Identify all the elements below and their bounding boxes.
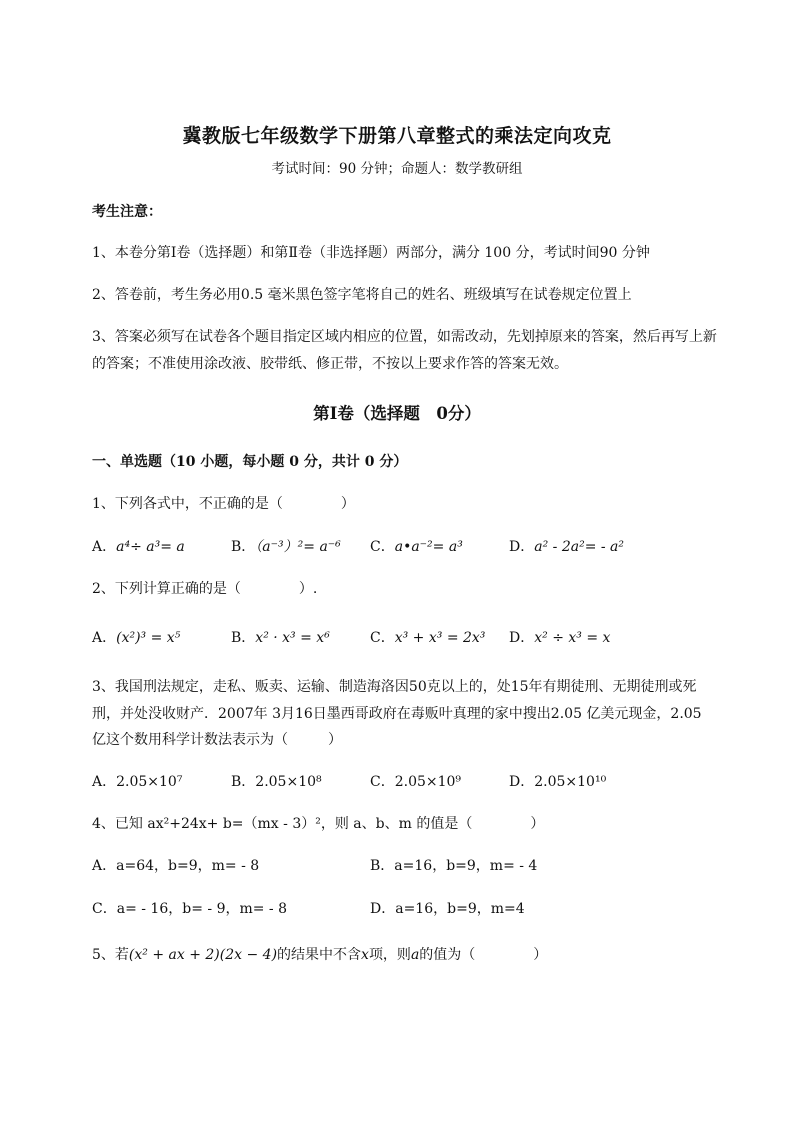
- notice-item-2: 2、答卷前，考生务必用0.5 毫米黑色签字笔将自己的姓名、班级填写在试卷规定位置上: [92, 287, 632, 303]
- option-expr: x² ÷ x³ = x: [534, 630, 611, 646]
- option-label: D．: [509, 774, 535, 790]
- question-1-stem: [92, 493, 355, 513]
- option-label: C．: [370, 774, 395, 790]
- question-3-option-b: [231, 771, 322, 791]
- option-expr: a•a⁻²= a³: [394, 539, 463, 555]
- question-3-text: 亿这个数用科学计数法表示为（: [92, 732, 288, 748]
- question-3-line-3: [92, 729, 342, 749]
- option-expr: 2.05×10¹⁰: [534, 774, 607, 790]
- page-title: 冀教版七年级数学下册第八章整式的乘法定向攻克: [182, 125, 612, 147]
- option-expr: 2.05×10⁷: [116, 774, 183, 790]
- question-1-close: ）: [340, 496, 355, 512]
- option-label: C．: [370, 539, 395, 555]
- notice-item-1: 1、本卷分第Ⅰ卷（选择题）和第Ⅱ卷（非选择题）两部分，满分 100 分，考试时间90 分钟: [92, 245, 650, 261]
- question-4-option-c: [92, 898, 287, 918]
- question-1-option-a: [92, 536, 185, 556]
- option-label: A．: [92, 630, 117, 646]
- section-heading: 一、单选题（10 小题，每小题 0 分，共计 0 分）: [92, 454, 408, 470]
- option-expr: (x²)³ = x⁵: [116, 630, 181, 646]
- page-subtitle: 考试时间：90 分钟；命题人：数学教研组: [271, 161, 523, 177]
- question-3-line-1: 3、我国刑法规定，走私、贩卖、运输、制造海洛因50克以上的，处15年有期徒刑、无期徒刑或死: [92, 679, 697, 695]
- question-4-close: ）: [530, 816, 545, 832]
- question-3-option-c: [370, 771, 461, 791]
- option-expr: 2.05×10⁹: [394, 774, 462, 790]
- question-3-option-a: [92, 771, 182, 791]
- question-1-option-c: [370, 536, 463, 556]
- notice-heading: 考生注意：: [92, 204, 162, 220]
- option-expr: 2.05×10⁸: [255, 774, 322, 790]
- question-3-line-2: 刑，并处没收财产．2007年 3月16日墨西哥政府在毒贩叶真理的家中搜出2.05 亿美元现金，2.05: [92, 706, 702, 722]
- question-2-option-a: [92, 627, 180, 647]
- question-3-option-d: [509, 771, 606, 791]
- question-1-option-b: [231, 536, 341, 556]
- option-label: A．: [92, 539, 117, 555]
- question-5-prefix: 5、若: [92, 947, 129, 963]
- option-expr: x³ + x³ = 2x³: [394, 630, 486, 646]
- option-label: B．: [231, 539, 256, 555]
- question-5-var-x: x: [361, 947, 369, 963]
- question-5-close: ）: [533, 947, 548, 963]
- question-4-option-a: [92, 855, 259, 875]
- option-expr: a² - 2a²= - a²: [534, 539, 625, 555]
- question-1-text: 1、下列各式中，不正确的是（: [92, 496, 283, 512]
- question-2-option-d: [509, 627, 610, 647]
- option-label: B．: [370, 858, 395, 874]
- question-2-close: ）.: [298, 581, 318, 597]
- option-expr: （a⁻³）²= a⁻⁶: [255, 539, 341, 555]
- question-2-option-c: [370, 627, 485, 647]
- notice-item-3-line-2: 的答案；不准使用涂改液、胶带纸、修正带，不按以上要求作答的答案无效。: [92, 356, 568, 372]
- question-5-stem: [92, 944, 547, 964]
- option-label: D．: [509, 630, 535, 646]
- question-5-middle: 的结果中不含: [277, 947, 362, 963]
- question-2-option-b: [231, 627, 330, 647]
- option-label: C．: [370, 630, 395, 646]
- question-4-text: 4、已知 ax²+24x+ b=（mx - 3）²，则 a、b、m 的值是（: [92, 816, 473, 832]
- question-4-option-b: [370, 855, 537, 875]
- option-label: A．: [92, 774, 117, 790]
- option-expr: a=16，b=9，m= - 4: [394, 858, 538, 874]
- question-5-var-a: a: [410, 947, 420, 963]
- question-5-expression: (x² + ax + 2)(2x − 4): [128, 947, 278, 963]
- question-1-option-d: [509, 536, 624, 556]
- part-1-title: 第Ⅰ卷（选择题 0分）: [313, 404, 481, 423]
- notice-item-3-line-1: 3、答案必须写在试卷各个题目指定区域内相应的位置，如需改动，先划掉原来的答案，然后再写上新: [92, 329, 717, 345]
- option-label: C．: [92, 901, 117, 917]
- question-2-stem: [92, 578, 317, 598]
- question-3-close: ）: [328, 732, 342, 748]
- option-expr: a⁴÷ a³= a: [116, 539, 185, 555]
- question-4-option-d: [370, 898, 525, 918]
- option-label: A．: [92, 858, 117, 874]
- option-expr: a=16，b=9，m=4: [395, 901, 525, 917]
- option-label: B．: [231, 630, 256, 646]
- option-expr: a=64，b=9，m= - 8: [116, 858, 260, 874]
- option-expr: a= - 16，b= - 9，m= - 8: [116, 901, 288, 917]
- option-label: B．: [231, 774, 256, 790]
- question-2-text: 2、下列计算正确的是（: [92, 581, 241, 597]
- option-label: D．: [509, 539, 535, 555]
- option-label: D．: [370, 901, 396, 917]
- question-4-stem: [92, 813, 544, 833]
- question-5-suffix-1: 项，则: [368, 947, 411, 963]
- option-expr: x² · x³ = x⁶: [255, 630, 330, 646]
- question-5-suffix-2: 的值为（: [419, 947, 476, 963]
